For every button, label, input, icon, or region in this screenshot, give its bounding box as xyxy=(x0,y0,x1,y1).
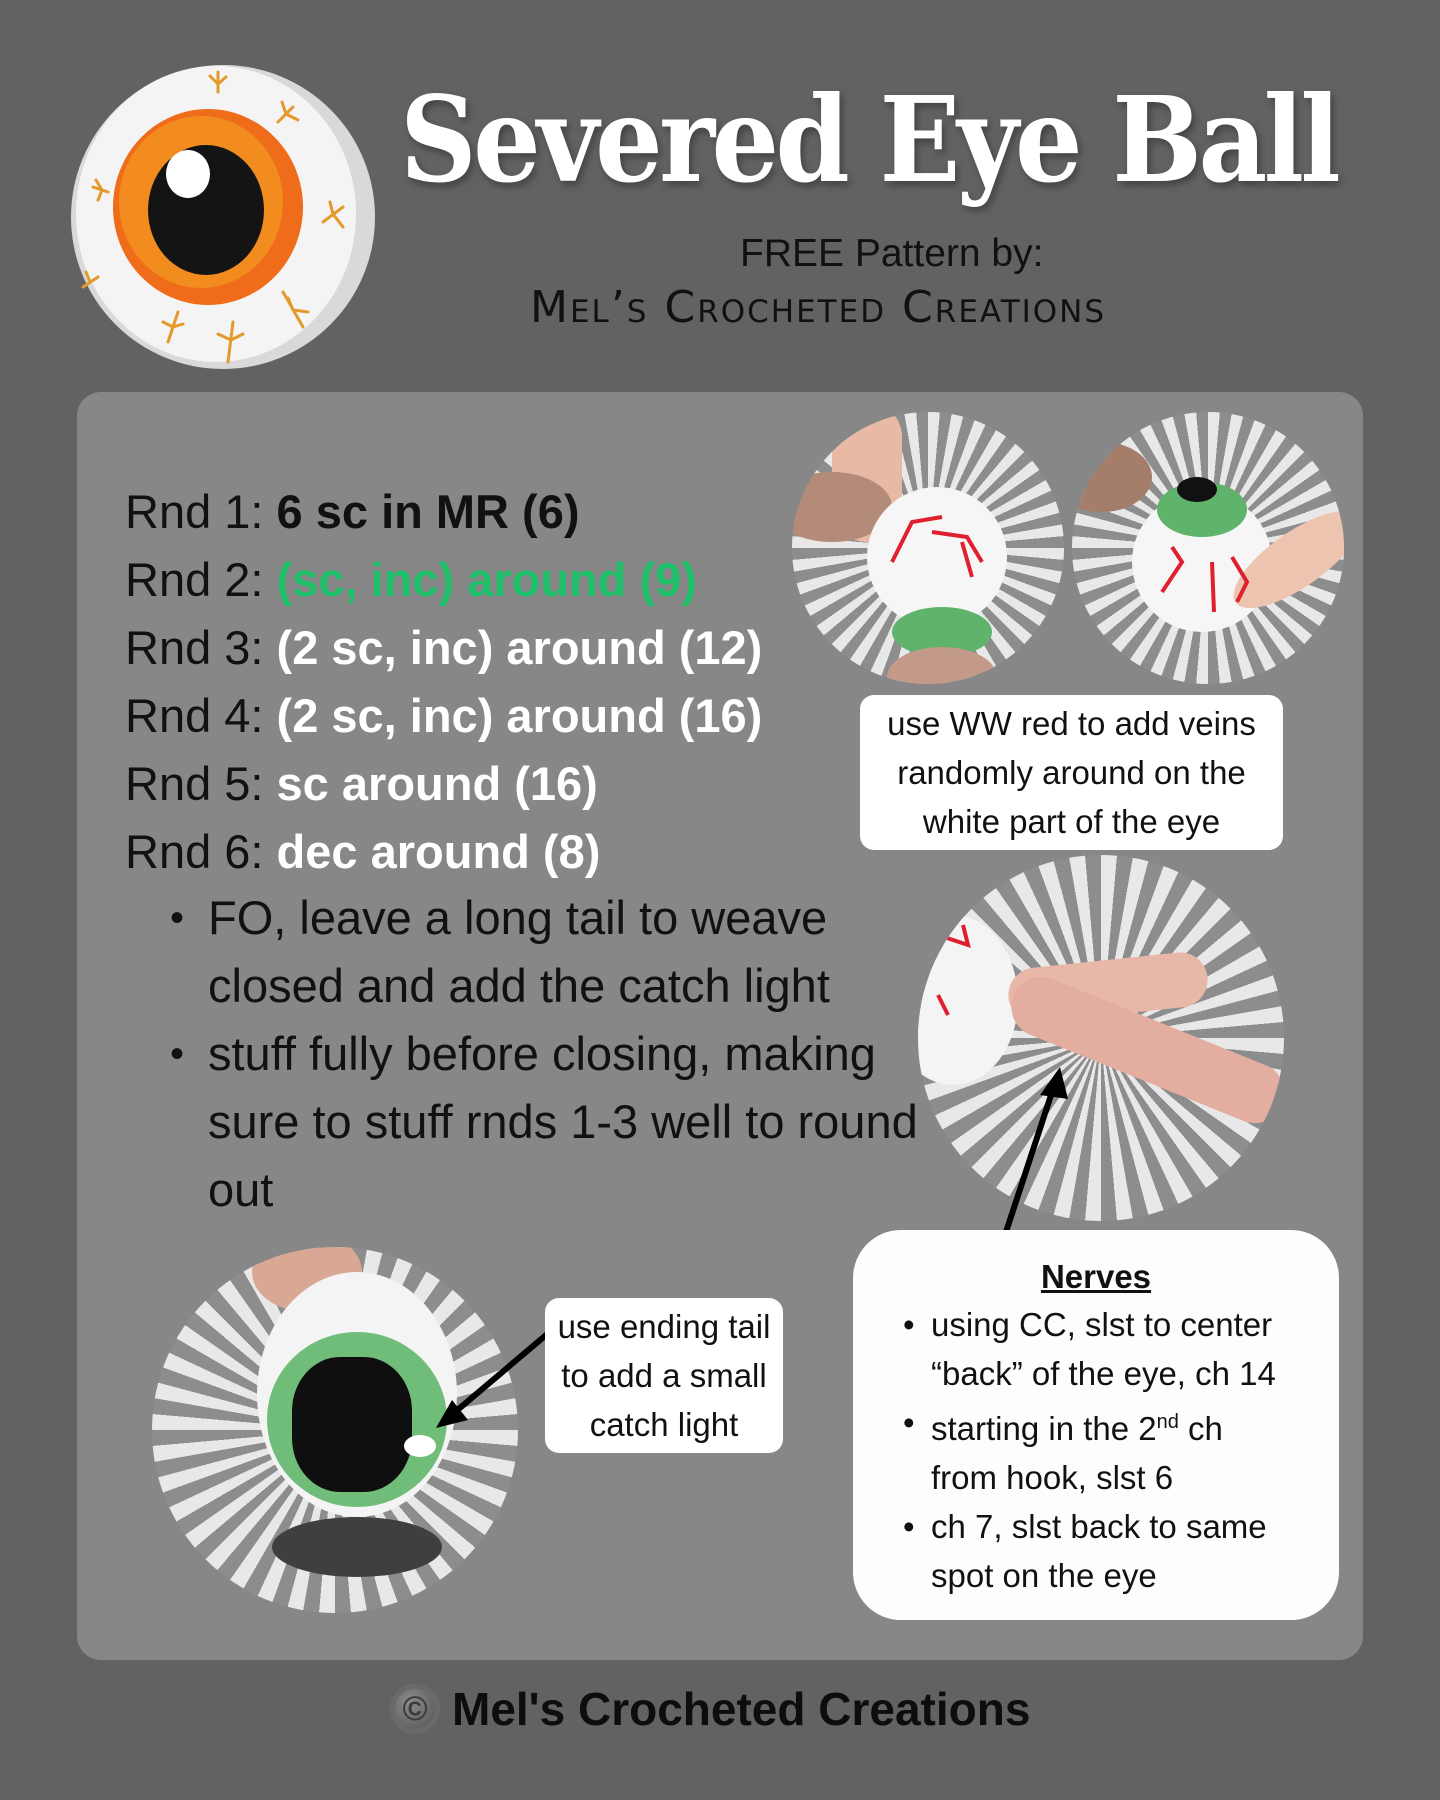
cartoon-eyeball-icon xyxy=(68,62,378,372)
photo-nerve xyxy=(918,855,1284,1221)
vein-lines xyxy=(918,855,1284,1221)
nerves-step: • starting in the 2nd ch from hook, slst 6 xyxy=(903,1398,1339,1502)
nerves-step: • ch 7, slst back to same spot on the eye xyxy=(903,1502,1339,1600)
catch-light xyxy=(404,1435,436,1457)
pupil-black xyxy=(292,1357,412,1492)
note-item: • stuff fully before closing, making sure to stuff rnds 1-3 well to round out xyxy=(170,1020,930,1224)
veins-callout: use WW red to add veins randomly around on the white part of the eye xyxy=(860,695,1283,850)
nerves-step: • using CC, slst to center “back” of the eye, ch 14 xyxy=(903,1300,1339,1398)
vein-lines xyxy=(792,412,1064,684)
round-1: Rnd 1: 6 sc in MR (6) xyxy=(125,485,580,538)
photo-eye-veins-side xyxy=(1072,412,1344,684)
round-5: Rnd 5: sc around (16) xyxy=(125,757,598,810)
vein-lines xyxy=(1072,412,1344,684)
arrow-to-catch-light xyxy=(430,1322,560,1432)
footer-credit xyxy=(390,1682,1030,1736)
round-3: Rnd 3: (2 sc, inc) around (12) xyxy=(125,621,763,674)
page-title: Severed Eye Ball xyxy=(400,70,1338,209)
arrow-to-nerve xyxy=(990,1065,1080,1245)
round-4: Rnd 4: (2 sc, inc) around (16) xyxy=(125,689,763,742)
subtitle: FREE Pattern by: xyxy=(740,232,1044,275)
round-2: Rnd 2: (sc, inc) around (9) xyxy=(125,553,697,606)
nerves-title: Nerves xyxy=(1040,1258,1152,1295)
finishing-notes xyxy=(170,884,930,1224)
round-6: Rnd 6: dec around (8) xyxy=(125,825,601,878)
catch-light-callout: use ending tail to add a small catch light xyxy=(545,1298,783,1453)
brand-name: Mel’s Crocheted Creations xyxy=(530,282,1107,333)
photo-eye-veins-front xyxy=(792,412,1064,684)
rounds-list xyxy=(125,478,762,886)
note-item: • FO, leave a long tail to weave closed and add the catch light xyxy=(170,884,930,1020)
nerves-card xyxy=(853,1230,1339,1620)
shadow xyxy=(272,1517,442,1577)
footer-text: Mel's Crocheted Creations xyxy=(452,1683,1031,1735)
copyright-icon: © xyxy=(390,1684,440,1734)
